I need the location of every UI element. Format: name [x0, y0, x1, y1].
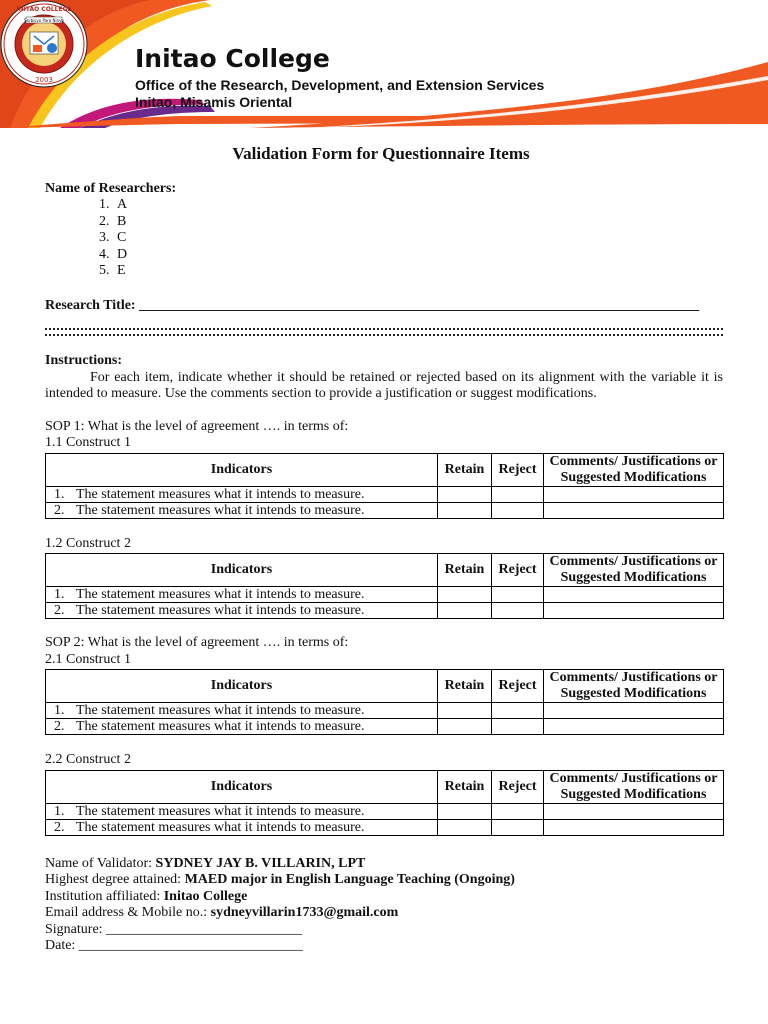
header-indicators: Indicators — [46, 670, 438, 703]
validator-degree-line: Highest degree attained: MAED major in English Language Teaching (Ongoing) — [45, 872, 515, 887]
comments-cell[interactable] — [544, 587, 724, 603]
reject-cell[interactable] — [492, 587, 544, 603]
table-row — [46, 719, 724, 735]
reject-cell[interactable] — [492, 819, 544, 835]
indicator-cell: 1. The statement measures what it intends to measure. — [46, 803, 438, 819]
table-row — [46, 703, 724, 719]
table-row — [46, 603, 724, 619]
comments-cell[interactable] — [544, 803, 724, 819]
header-retain: Retain — [438, 554, 492, 587]
seal-banner-text: Serbisyo Para Ninyo — [24, 18, 64, 23]
document-title: Validation Form for Questionnaire Items — [232, 144, 530, 163]
validator-institution-line: Institution affiliated: Initao College — [45, 888, 248, 904]
header-indicators: Indicators — [46, 554, 438, 587]
indicator-cell: 2. The statement measures what it intends to measure. — [46, 603, 438, 619]
validator-contact: sydneyvillarin1733@gmail.com — [210, 905, 399, 920]
signature-blank[interactable]: ____________________________ — [106, 921, 303, 937]
construct-label: 1.2 Construct 2 — [45, 535, 131, 551]
table-row — [46, 486, 724, 502]
office-name: Office of the Research, Development, and Extension Services — [135, 77, 545, 93]
header-comments: Comments/ Justifications or Suggested Modifications — [544, 453, 724, 486]
reject-cell[interactable] — [492, 703, 544, 719]
table-row — [46, 502, 724, 518]
validation-table — [45, 453, 724, 519]
research-title-line — [45, 298, 723, 315]
indicator-cell: 1. The statement measures what it intends to measure. — [46, 703, 438, 719]
seal-year: 2003 — [35, 76, 53, 84]
header-reject: Reject — [492, 670, 544, 703]
header-indicators: Indicators — [46, 453, 438, 486]
research-title-label: Research Title: — [45, 297, 136, 313]
dotted-divider — [45, 328, 723, 336]
indicator-cell: 2. The statement measures what it intends to measure. — [46, 502, 438, 518]
instructions-text: For each item, indicate whether it should be retained or rejected based on its alignment with the variable it is intended to measure. Use the comments section to provide a justification or suggest modifications. — [45, 369, 723, 401]
validation-table — [45, 770, 724, 836]
header-reject: Reject — [492, 453, 544, 486]
validator-section — [45, 856, 723, 955]
retain-cell[interactable] — [438, 703, 492, 719]
indicator-cell: 2. The statement measures what it intends to measure. — [46, 719, 438, 735]
researcher-item: 3. C — [113, 230, 723, 247]
construct-label: 2.2 Construct 2 — [45, 752, 131, 767]
validation-table — [45, 553, 724, 619]
table-row — [46, 819, 724, 835]
comments-cell[interactable] — [544, 603, 724, 619]
retain-cell[interactable] — [438, 587, 492, 603]
reject-cell[interactable] — [492, 603, 544, 619]
researcher-item: 2. B — [113, 214, 723, 231]
date-line: Date: ________________________________ — [45, 938, 303, 953]
validator-degree: MAED major in English Language Teaching (Ongoing) — [184, 872, 515, 887]
validator-name-line: Name of Validator: SYDNEY JAY B. VILLARIN, LPT — [45, 855, 366, 871]
header-comments: Comments/ Justifications or Suggested Modifications — [544, 770, 724, 803]
comments-cell[interactable] — [544, 486, 724, 502]
header-retain: Retain — [438, 670, 492, 703]
header-reject: Reject — [492, 770, 544, 803]
signature-line: Signature: ____________________________ — [45, 921, 303, 937]
retain-cell[interactable] — [438, 819, 492, 835]
retain-cell[interactable] — [438, 803, 492, 819]
indicator-cell: 2. The statement measures what it intends to measure. — [46, 819, 438, 835]
comments-cell[interactable] — [544, 502, 724, 518]
header-indicators: Indicators — [46, 770, 438, 803]
header-comments: Comments/ Justifications or Suggested Modifications — [544, 554, 724, 587]
header-comments: Comments/ Justifications or Suggested Modifications — [544, 670, 724, 703]
college-seal-logo — [0, 0, 88, 88]
construct-label: 2.1 Construct 1 — [45, 651, 131, 667]
comments-cell[interactable] — [544, 703, 724, 719]
seal-top-text: INITAO COLLEGE — [16, 6, 72, 13]
reject-cell[interactable] — [492, 486, 544, 502]
reject-cell[interactable] — [492, 502, 544, 518]
sop-1-label: SOP 1: What is the level of agreement …. in terms of: — [45, 418, 349, 434]
header-reject: Reject — [492, 554, 544, 587]
validator-contact-line: Email address & Mobile no.: sydneyvillarin1733@gmail.com — [45, 905, 399, 920]
college-name: Initao College — [135, 44, 330, 73]
retain-cell[interactable] — [438, 486, 492, 502]
college-address: Initao, Misamis Oriental — [135, 94, 293, 110]
researcher-item: 1. A — [113, 197, 723, 214]
table-row — [46, 803, 724, 819]
researchers-label: Name of Researchers: — [45, 180, 177, 196]
instructions-section — [45, 353, 723, 403]
letterhead-swoosh-graphic — [0, 0, 768, 128]
validation-table — [45, 669, 724, 735]
retain-cell[interactable] — [438, 603, 492, 619]
researcher-item: 5. E — [113, 263, 723, 280]
reject-cell[interactable] — [492, 803, 544, 819]
retain-cell[interactable] — [438, 502, 492, 518]
validator-institution: Initao College — [163, 888, 248, 904]
indicator-cell: 1. The statement measures what it intends to measure. — [46, 587, 438, 603]
research-title-blank[interactable]: ________________________________________________________________________________ — [139, 297, 700, 313]
letterhead — [0, 0, 768, 128]
comments-cell[interactable] — [544, 719, 724, 735]
researcher-item: 4. D — [113, 247, 723, 264]
header-retain: Retain — [438, 770, 492, 803]
comments-cell[interactable] — [544, 819, 724, 835]
indicator-cell: 1. The statement measures what it intends to measure. — [46, 486, 438, 502]
researchers-list — [45, 197, 723, 280]
reject-cell[interactable] — [492, 719, 544, 735]
instructions-label: Instructions: — [45, 353, 123, 368]
validator-name: SYDNEY JAY B. VILLARIN, LPT — [155, 855, 366, 871]
table-row — [46, 587, 724, 603]
form-body — [45, 146, 723, 955]
construct-label: 1.1 Construct 1 — [45, 435, 131, 450]
date-blank[interactable]: ________________________________ — [78, 938, 303, 953]
retain-cell[interactable] — [438, 719, 492, 735]
header-retain: Retain — [438, 453, 492, 486]
sop-2-label: SOP 2: What is the level of agreement …. in terms of: — [45, 635, 349, 650]
